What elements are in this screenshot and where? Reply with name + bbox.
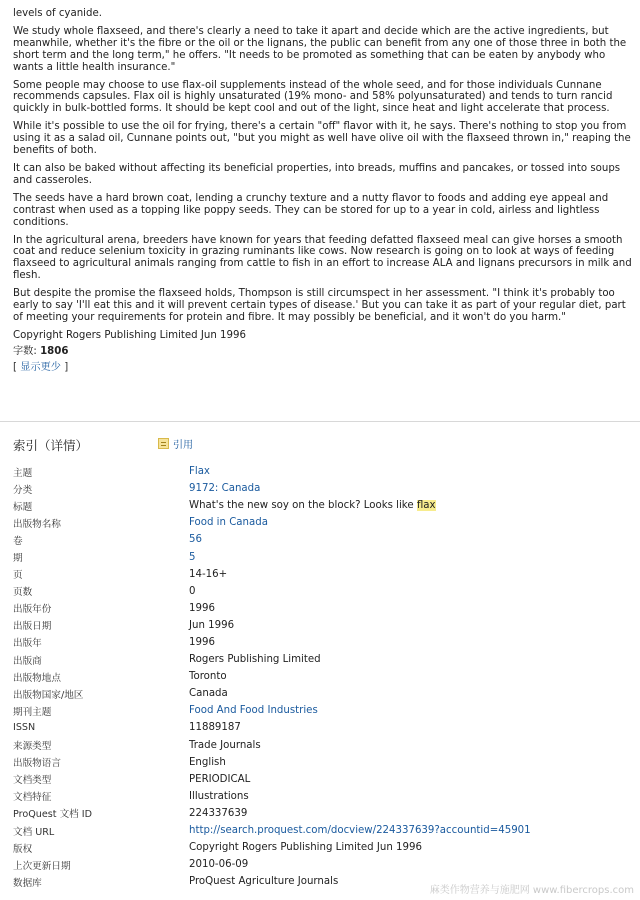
index-field-value: Trade Journals [189,739,261,751]
index-field-label: 文档类型 [13,775,52,787]
article-paragraph: While it's possible to use the oil for frying, there's a certain "off" flavor with it, he says. There's nothing to stop you from using it as a salad oil, Cunnane points out, "but you might as well have olive oil with the flaxseed thrown in," reaping the benefits of both. [13,121,631,157]
index-field-value: Jun 1996 [189,619,235,631]
index-field-value: Copyright Rogers Publishing Limited Jun 1996 [189,842,422,854]
index-row [13,463,636,480]
index-field-label: 上次更新日期 [13,860,71,872]
index-section-title: 索引（详情） [13,438,89,453]
index-row [13,514,636,531]
index-row [13,634,636,651]
cite-icon [158,438,169,449]
word-count-label: 字数: [13,345,37,357]
word-count [13,346,634,358]
index-field-value: 14-16+ [189,568,228,580]
index-row [13,548,636,565]
index-field-label: 来源类型 [13,741,52,753]
index-field-label: 出版年 [13,638,42,650]
index-row [13,651,636,668]
index-row [13,754,636,771]
index-field-label: 出版物名称 [13,518,61,530]
index-field-label: 出版年份 [13,604,52,616]
index-row [13,685,636,702]
index-field-value: 1996 [189,636,215,648]
index-field-label: 出版物地点 [13,672,61,684]
index-field-value: 0 [189,585,196,597]
show-less-link[interactable]: 显示更少 [20,361,61,373]
index-field-link[interactable]: 56 [189,534,202,546]
index-field-label: 卷 [13,535,23,547]
index-row [13,788,636,805]
index-row [13,737,636,754]
word-count-value: 1806 [40,345,69,357]
index-field-label: 文档特征 [13,792,52,804]
index-row [13,668,636,685]
index-field-link[interactable]: Food in Canada [189,517,268,529]
index-field-link[interactable]: Flax [189,466,210,478]
index-field-value: 1996 [189,602,215,614]
watermark: 麻类作物营养与施肥网 www.fibercrops.com [429,885,634,896]
index-row [13,822,636,839]
index-field-value: Canada [189,688,228,700]
index-fields [13,463,636,890]
index-field-label: ISSN [13,722,36,734]
index-field-label: 出版商 [13,655,42,667]
article-paragraph: But despite the promise the flaxseed holds, Thompson is still circumspect in her assessment. "I think it's probably too early to say 'I'll eat this and it will prevent certain types of disease.' But you can take it as part of your regular diet, part of meeting your requirements for protein and fibre. It may possibly be beneficial, and it won't do you harm." [13,288,626,323]
index-field-link[interactable]: 5 [189,551,196,563]
index-field-value: ProQuest Agriculture Journals [189,876,339,888]
index-row [13,480,636,497]
index-row [13,600,636,617]
index-field-label: 期刊主题 [13,706,52,718]
index-field-label: 期 [13,553,23,565]
cite-button[interactable] [158,436,193,451]
article-paragraph: We study whole flaxseed, and there's clearly a need to take it apart and decide which are the active ingredients, but meanwhile, whether it's the fibre or the oil or the lignans, the public can benefit from any one of those three in both the short term and the long term," he offers. "It needs to be promoted as something that can be eaten by anybody who wants a little health insurance." [13,25,627,73]
index-field-label: 主题 [13,467,33,479]
index-field-label: 出版物国家/地区 [13,689,84,701]
index-field-value: English [189,756,226,768]
article-paragraph: It can also be baked without affecting its beneficial properties, into breads, muffins and pancakes, or tossed into soups and casseroles. [13,162,621,186]
index-field-value: 11889187 [189,722,241,734]
index-row [13,583,636,600]
index-field-label: 标题 [13,501,33,513]
index-row [13,566,636,583]
index-row [13,531,636,548]
index-field-value: PERIODICAL [189,773,251,785]
article-paragraph: In the agricultural arena, breeders have known for years that feeding defatted flaxseed meal can give horses a smooth coat and reduce selenium toxicity in grazing ruminants like cows. Now research is going on to look at ways of feeding flaxseed to agricultural animals ranging from cattle to fish in an effort to increase ALA and lignans precursors in milk and flesh. [13,234,632,282]
article-body [0,0,640,374]
index-row [13,839,636,856]
index-field-label: 出版物语言 [13,758,61,770]
index-field-value: 2010-06-09 [189,859,249,871]
index-row [13,771,636,788]
index-field-label: 文档 URL [13,826,55,838]
index-field-value [189,500,436,511]
index-field-value: Illustrations [189,790,249,802]
index-row [13,497,636,514]
title-text: What's the new soy on the block? Looks like [189,500,417,512]
index-row [13,617,636,634]
cite-label: 引用 [173,440,193,451]
show-less-control: [ 显示更少 ] [13,361,69,373]
article-lead: levels of cyanide. [13,8,102,19]
section-divider [0,421,640,422]
index-field-label: 版权 [13,843,33,855]
article-paragraph: Some people may choose to use flax-oil supplements instead of the whole seed, and for those individuals Cunnane recommends capsules. Flax oil is highly unsaturated (19% mono- and 58% polyunsaturated) and tends to turn rancid quickly in bulk-bottled forms. It should be kept cool and out of the light, since heat and light accelerate that process. [13,79,613,115]
index-field-label: ProQuest 文档 ID [13,809,93,821]
index-field-label: 页 [13,570,23,582]
index-field-value: 224337639 [189,807,248,819]
index-field-label: 分类 [13,484,33,496]
index-row [13,702,636,719]
index-field-link[interactable]: 9172: Canada [189,483,261,495]
search-term-highlight: flax [416,500,436,512]
index-field-label: 出版日期 [13,621,52,633]
index-field-value: Rogers Publishing Limited [189,654,321,666]
index-row [13,856,636,873]
article-copyright: Copyright Rogers Publishing Limited Jun 1996 [13,329,246,341]
index-field-value: Toronto [189,671,227,683]
article-paragraph: The seeds have a hard brown coat, lending a crunchy texture and a nutty flavor to foods and adding eye appeal and contrast when used as a topping like poppy seeds. They can be stored for up to a year in cold, airless and lightless conditions. [13,192,609,228]
index-field-link[interactable]: http://search.proquest.com/docview/224337639?accountid=45901 [189,825,531,837]
index-row [13,719,636,736]
index-row [13,805,636,822]
index-field-link[interactable]: Food And Food Industries [189,705,318,717]
index-field-label: 页数 [13,587,33,599]
index-field-label: 数据库 [13,877,42,889]
